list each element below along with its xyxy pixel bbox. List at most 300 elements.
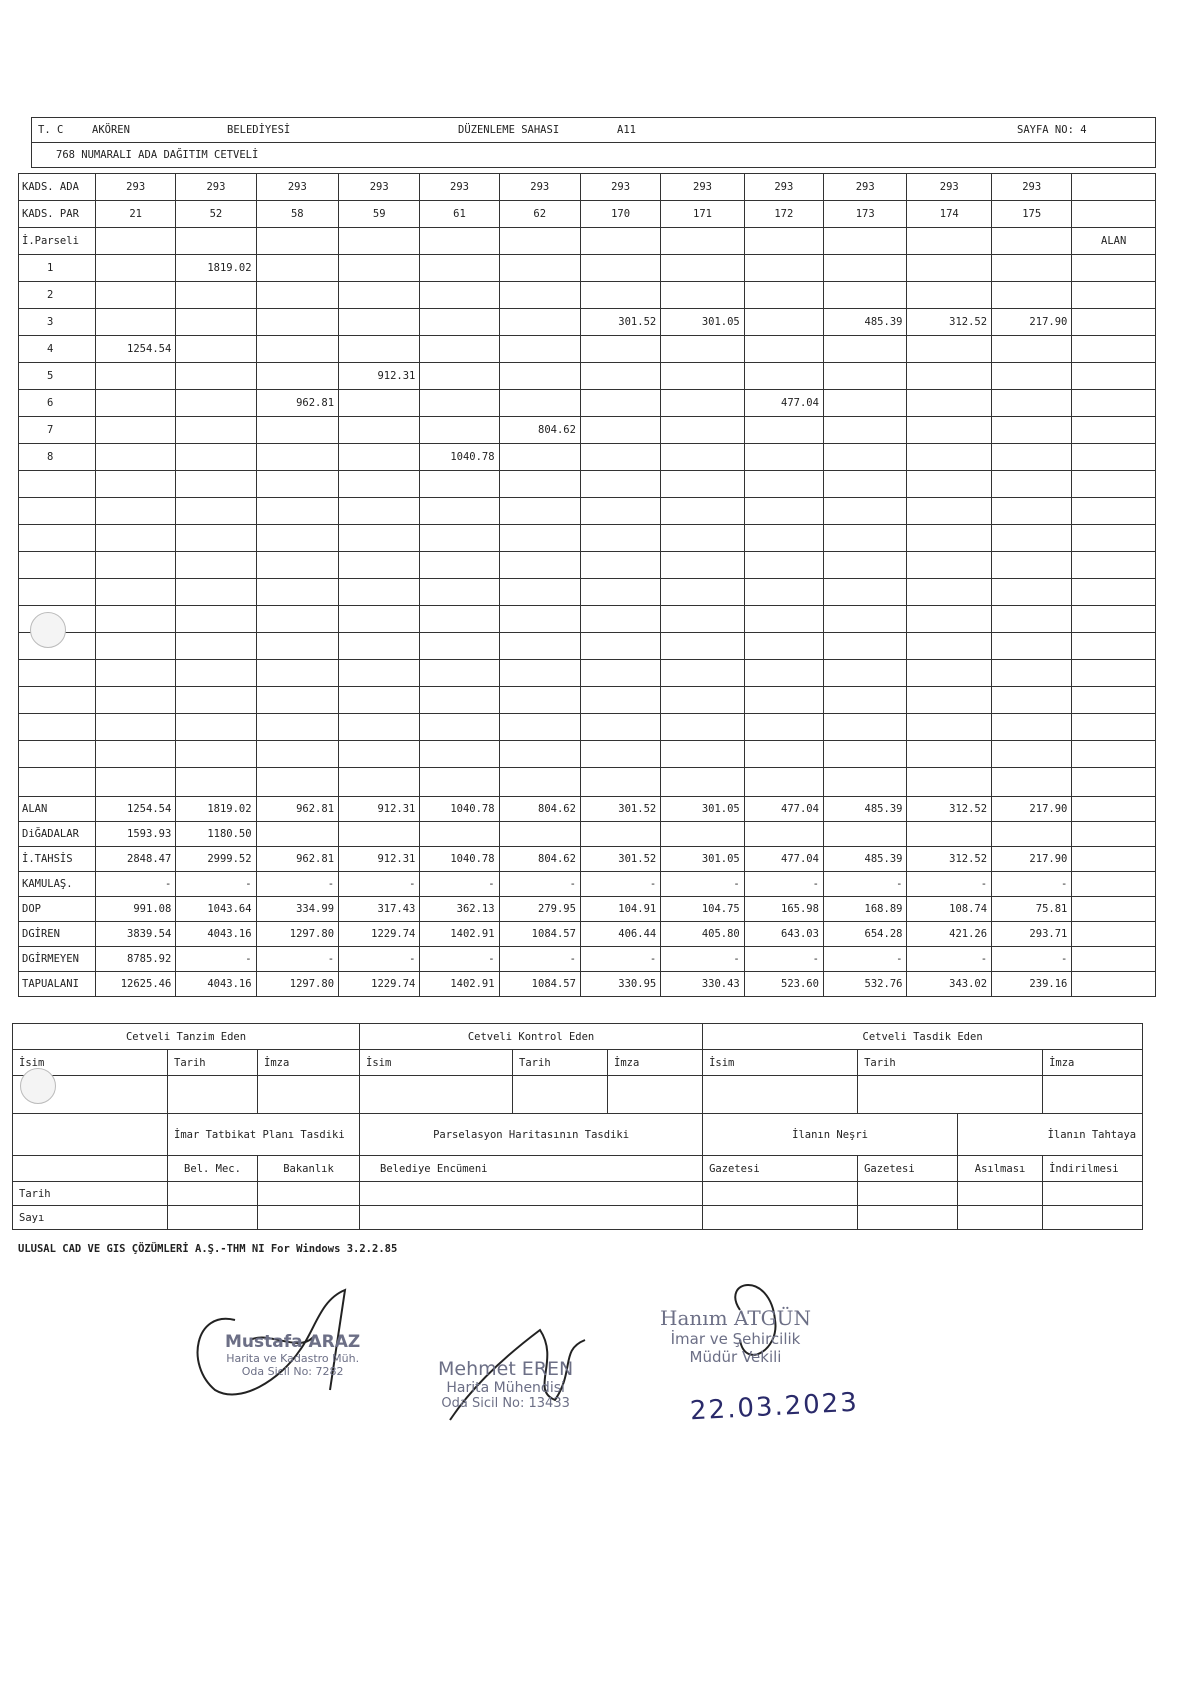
table-cell [992, 444, 1072, 471]
table-cell: 362.13 [420, 897, 499, 922]
table-cell [992, 687, 1072, 714]
table-cell: 962.81 [256, 847, 338, 872]
table-cell [96, 390, 176, 417]
table-cell: - [661, 872, 745, 897]
area-label: DÜZENLEME SAHASI [458, 124, 560, 136]
table-cell [256, 363, 338, 390]
table-cell [661, 822, 745, 847]
table-cell [176, 471, 256, 498]
table-cell [823, 498, 907, 525]
empty-row [19, 552, 1156, 579]
table-cell: 330.95 [580, 972, 660, 997]
alan-cell [1072, 872, 1156, 897]
table-cell: 217.90 [992, 847, 1072, 872]
table-cell [499, 552, 580, 579]
software-footer: ULUSAL CAD VE GIS ÇÖZÜMLERİ A.Ş.-THM NI For Windows 3.2.2.85 [18, 1243, 398, 1255]
row-label [19, 687, 96, 714]
sign-cell [1043, 1076, 1143, 1114]
table-cell: 1040.78 [420, 847, 499, 872]
table-cell: 1402.91 [420, 922, 499, 947]
table-cell: 301.52 [580, 797, 660, 822]
table-cell [499, 228, 580, 255]
summary-row [19, 897, 1156, 922]
table-cell: 52 [176, 201, 256, 228]
par-row [19, 201, 1156, 228]
table-cell [96, 714, 176, 741]
table-cell: 1819.02 [176, 797, 256, 822]
empty-row [19, 471, 1156, 498]
table-cell: 421.26 [907, 922, 992, 947]
table-cell [661, 714, 745, 741]
table-cell [256, 525, 338, 552]
table-cell: 477.04 [744, 390, 823, 417]
table-cell: 1043.64 [176, 897, 256, 922]
table-cell [907, 336, 992, 363]
table-cell [176, 228, 256, 255]
table-cell [420, 417, 499, 444]
table-cell [420, 633, 499, 660]
table-cell [580, 444, 660, 471]
table-cell: 165.98 [744, 897, 823, 922]
table-cell [661, 390, 745, 417]
parcel-row [19, 444, 1156, 471]
subtitle-row [32, 143, 1156, 168]
row-label: 6 [19, 390, 96, 417]
table-cell [907, 633, 992, 660]
table-cell [823, 579, 907, 606]
parcel-row [19, 417, 1156, 444]
table-cell [661, 552, 745, 579]
tanzim-imza: İmza [258, 1050, 360, 1076]
blank-cell [13, 1156, 168, 1182]
table-cell [420, 822, 499, 847]
alan-cell [1072, 363, 1156, 390]
alan-cell [1072, 525, 1156, 552]
table-cell: 59 [339, 201, 420, 228]
table-cell: 301.05 [661, 309, 745, 336]
table-cell [176, 606, 256, 633]
table-cell [580, 336, 660, 363]
table-cell [420, 282, 499, 309]
punch-hole [20, 1068, 56, 1104]
table-cell [823, 552, 907, 579]
table-cell [339, 255, 420, 282]
stamp-2-reg: Oda Sicil No: 13433 [441, 1396, 570, 1411]
table-cell [823, 633, 907, 660]
header-table [31, 117, 1156, 168]
table-cell [744, 741, 823, 768]
stamp-2 [438, 1358, 573, 1411]
table-cell [744, 579, 823, 606]
table-cell: - [256, 872, 338, 897]
table-cell [580, 633, 660, 660]
table-cell [823, 417, 907, 444]
table-cell [744, 660, 823, 687]
table-cell [96, 633, 176, 660]
table-cell [580, 579, 660, 606]
stamp-1-reg: Oda Sicil No: 7282 [241, 1365, 344, 1378]
table-cell: - [420, 872, 499, 897]
table-cell [256, 471, 338, 498]
table-cell [176, 579, 256, 606]
blank-cell [858, 1182, 958, 1206]
row-label: 8 [19, 444, 96, 471]
table-cell [256, 255, 338, 282]
table-cell [96, 282, 176, 309]
table-cell [661, 255, 745, 282]
alan-cell [1072, 660, 1156, 687]
table-cell [96, 471, 176, 498]
table-cell: 485.39 [823, 309, 907, 336]
table-cell [907, 417, 992, 444]
table-cell [339, 822, 420, 847]
table-cell: 8785.92 [96, 947, 176, 972]
table-cell [661, 579, 745, 606]
gazetesi-1-label: Gazetesi [703, 1156, 858, 1182]
table-cell: 654.28 [823, 922, 907, 947]
bel-mec-label: Bel. Mec. [168, 1156, 258, 1182]
table-cell: 104.91 [580, 897, 660, 922]
stamp-3 [660, 1306, 811, 1366]
table-cell: 61 [420, 201, 499, 228]
table-cell [823, 363, 907, 390]
row-label: 1 [19, 255, 96, 282]
table-cell: 12625.46 [96, 972, 176, 997]
table-cell [744, 714, 823, 741]
table-cell: 406.44 [580, 922, 660, 947]
page-number: SAYFA NO: 4 [1017, 124, 1087, 136]
blank-cell [360, 1182, 703, 1206]
blank-cell [13, 1114, 168, 1156]
stamp-3-title2: Müdür Vekili [689, 1348, 782, 1366]
table-cell [96, 228, 176, 255]
table-cell: - [176, 872, 256, 897]
table-cell [992, 660, 1072, 687]
table-cell [823, 822, 907, 847]
table-cell: 1084.57 [499, 972, 580, 997]
table-cell [96, 768, 176, 797]
table-cell [661, 633, 745, 660]
table-cell [256, 417, 338, 444]
table-cell [580, 363, 660, 390]
blank-cell [258, 1206, 360, 1230]
table-cell: 3839.54 [96, 922, 176, 947]
table-cell: 477.04 [744, 847, 823, 872]
table-cell [256, 282, 338, 309]
indirilmesi-label: İndirilmesi [1043, 1156, 1143, 1182]
table-cell [176, 282, 256, 309]
table-cell: 485.39 [823, 847, 907, 872]
table-cell [580, 228, 660, 255]
table-cell [339, 444, 420, 471]
table-cell: 1084.57 [499, 922, 580, 947]
handwritten-date: 22.03.2023 [689, 1387, 860, 1427]
kontrol-header: Cetveli Kontrol Eden [360, 1024, 703, 1050]
table-cell [499, 633, 580, 660]
table-cell [96, 417, 176, 444]
municipality-label: BELEDİYESİ [227, 124, 291, 136]
signoff-table [12, 1023, 1143, 1230]
table-cell: - [823, 872, 907, 897]
table-cell [499, 768, 580, 797]
table-cell: 301.05 [661, 797, 745, 822]
parselasyon-label: Parselasyon Haritasının Tasdiki [360, 1114, 703, 1156]
table-cell [992, 552, 1072, 579]
table-cell [256, 228, 338, 255]
table-cell [256, 309, 338, 336]
table-cell [499, 444, 580, 471]
tasdik-tarih: Tarih [858, 1050, 1043, 1076]
table-cell [420, 714, 499, 741]
asilmasi-label: Asılması [958, 1156, 1043, 1182]
table-cell: 1402.91 [420, 972, 499, 997]
table-cell [96, 498, 176, 525]
table-cell: 1180.50 [176, 822, 256, 847]
table-cell [339, 417, 420, 444]
table-cell [176, 444, 256, 471]
empty-row [19, 741, 1156, 768]
table-cell [744, 471, 823, 498]
table-cell [96, 525, 176, 552]
table-cell [907, 714, 992, 741]
table-cell [339, 336, 420, 363]
alan-cell [1072, 255, 1156, 282]
table-cell: 174 [907, 201, 992, 228]
encumen-label: Belediye Encümeni [360, 1156, 703, 1182]
table-cell: 175 [992, 201, 1072, 228]
table-cell [744, 255, 823, 282]
empty-row [19, 606, 1156, 633]
sign-cell [608, 1076, 703, 1114]
table-cell [339, 228, 420, 255]
tasdik-isim: İsim [703, 1050, 858, 1076]
table-cell: 962.81 [256, 797, 338, 822]
table-cell [96, 660, 176, 687]
table-cell: - [992, 947, 1072, 972]
table-cell: 293.71 [992, 922, 1072, 947]
row-label: KADS. PAR [19, 201, 96, 228]
table-cell [580, 741, 660, 768]
table-cell: 293 [823, 174, 907, 201]
table-cell [992, 525, 1072, 552]
table-cell [580, 255, 660, 282]
table-cell [823, 390, 907, 417]
blank-cell [703, 1206, 858, 1230]
table-cell: 330.43 [661, 972, 745, 997]
table-cell [661, 363, 745, 390]
table-cell [744, 525, 823, 552]
table-cell [339, 309, 420, 336]
alan-cell [1072, 498, 1156, 525]
table-cell [744, 336, 823, 363]
empty-row [19, 579, 1156, 606]
table-cell: 293 [499, 174, 580, 201]
empty-row [19, 498, 1156, 525]
table-cell [580, 498, 660, 525]
table-cell [823, 741, 907, 768]
table-cell [420, 228, 499, 255]
table-cell [499, 741, 580, 768]
blank-cell [858, 1206, 958, 1230]
table-cell: 168.89 [823, 897, 907, 922]
row-label: 4 [19, 336, 96, 363]
table-cell [339, 552, 420, 579]
table-cell [256, 741, 338, 768]
empty-row [19, 768, 1156, 797]
table-cell [907, 255, 992, 282]
alan-cell [1072, 309, 1156, 336]
blank-cell [258, 1182, 360, 1206]
row-label [19, 525, 96, 552]
signatures-area [0, 1270, 1200, 1450]
row-label: DGİRMEYEN [19, 947, 96, 972]
table-cell [823, 471, 907, 498]
summary-row [19, 972, 1156, 997]
alan-cell [1072, 336, 1156, 363]
table-cell: 804.62 [499, 797, 580, 822]
table-cell [580, 471, 660, 498]
table-cell: 293 [339, 174, 420, 201]
table-cell: 317.43 [339, 897, 420, 922]
table-cell [992, 498, 1072, 525]
table-cell [96, 552, 176, 579]
table-cell [96, 444, 176, 471]
table-cell: 217.90 [992, 797, 1072, 822]
row-label [19, 552, 96, 579]
table-cell: - [907, 947, 992, 972]
kontrol-imza: İmza [608, 1050, 703, 1076]
table-cell [907, 444, 992, 471]
table-cell [420, 525, 499, 552]
table-cell: 173 [823, 201, 907, 228]
table-cell: - [580, 872, 660, 897]
alan-cell [1072, 552, 1156, 579]
summary-row [19, 922, 1156, 947]
table-cell [907, 606, 992, 633]
table-cell [96, 606, 176, 633]
stamp-1 [225, 1332, 360, 1378]
table-cell: 301.52 [580, 847, 660, 872]
table-cell [339, 390, 420, 417]
table-cell [580, 687, 660, 714]
row-label [19, 579, 96, 606]
table-cell [499, 363, 580, 390]
table-cell [580, 552, 660, 579]
table-cell: - [499, 947, 580, 972]
table-cell: 334.99 [256, 897, 338, 922]
alan-cell [1072, 633, 1156, 660]
table-cell [176, 687, 256, 714]
tc-label: T. C [38, 124, 64, 136]
table-cell [823, 525, 907, 552]
table-cell [339, 633, 420, 660]
table-cell [499, 390, 580, 417]
alan-cell [1072, 201, 1156, 228]
tanzim-header: Cetveli Tanzim Eden [13, 1024, 360, 1050]
kontrol-tarih: Tarih [513, 1050, 608, 1076]
alan-cell [1072, 947, 1156, 972]
table-cell [499, 282, 580, 309]
table-cell [420, 660, 499, 687]
table-cell: 1040.78 [420, 797, 499, 822]
table-cell: - [744, 872, 823, 897]
table-cell: - [420, 947, 499, 972]
area-code: A11 [617, 124, 636, 136]
table-cell [907, 525, 992, 552]
table-cell: 1229.74 [339, 972, 420, 997]
table-cell: - [499, 872, 580, 897]
summary-row [19, 947, 1156, 972]
alan-cell: ALAN [1072, 228, 1156, 255]
table-cell [499, 822, 580, 847]
table-cell [339, 471, 420, 498]
stamp-1-title: Harita ve Kadastro Müh. [226, 1352, 360, 1365]
table-cell: 4043.16 [176, 922, 256, 947]
tasdik-header: Cetveli Tasdik Eden [703, 1024, 1143, 1050]
table-cell [420, 687, 499, 714]
table-cell: 62 [499, 201, 580, 228]
table-cell [744, 768, 823, 797]
table-cell [823, 606, 907, 633]
table-cell [420, 390, 499, 417]
table-cell [256, 687, 338, 714]
empty-row [19, 660, 1156, 687]
table-cell [420, 741, 499, 768]
table-cell [992, 228, 1072, 255]
table-cell [992, 363, 1072, 390]
table-cell: 804.62 [499, 417, 580, 444]
table-cell: - [823, 947, 907, 972]
empty-row [19, 687, 1156, 714]
table-cell [907, 687, 992, 714]
row-label: DOP [19, 897, 96, 922]
tarih-row-label: Tarih [13, 1182, 168, 1206]
table-cell: 1254.54 [96, 336, 176, 363]
table-cell [176, 768, 256, 797]
row-label [19, 660, 96, 687]
table-cell [661, 768, 745, 797]
table-cell: 1297.80 [256, 922, 338, 947]
alan-cell [1072, 444, 1156, 471]
alan-cell [1072, 579, 1156, 606]
punch-hole [30, 612, 66, 648]
blank-cell [360, 1206, 703, 1230]
table-cell: 217.90 [992, 309, 1072, 336]
table-cell [744, 417, 823, 444]
table-cell: 293 [256, 174, 338, 201]
blank-cell [958, 1206, 1043, 1230]
table-cell [339, 282, 420, 309]
row-label: DGİREN [19, 922, 96, 947]
table-cell [992, 822, 1072, 847]
alan-cell [1072, 282, 1156, 309]
table-cell [744, 687, 823, 714]
table-cell [823, 687, 907, 714]
table-cell [744, 498, 823, 525]
table-cell [256, 822, 338, 847]
row-label: ALAN [19, 797, 96, 822]
table-cell [420, 606, 499, 633]
table-cell [907, 660, 992, 687]
table-cell [992, 714, 1072, 741]
table-cell [499, 255, 580, 282]
table-cell [420, 498, 499, 525]
table-cell [96, 309, 176, 336]
empty-row [19, 714, 1156, 741]
row-label: 3 [19, 309, 96, 336]
table-cell [661, 282, 745, 309]
table-cell [992, 606, 1072, 633]
